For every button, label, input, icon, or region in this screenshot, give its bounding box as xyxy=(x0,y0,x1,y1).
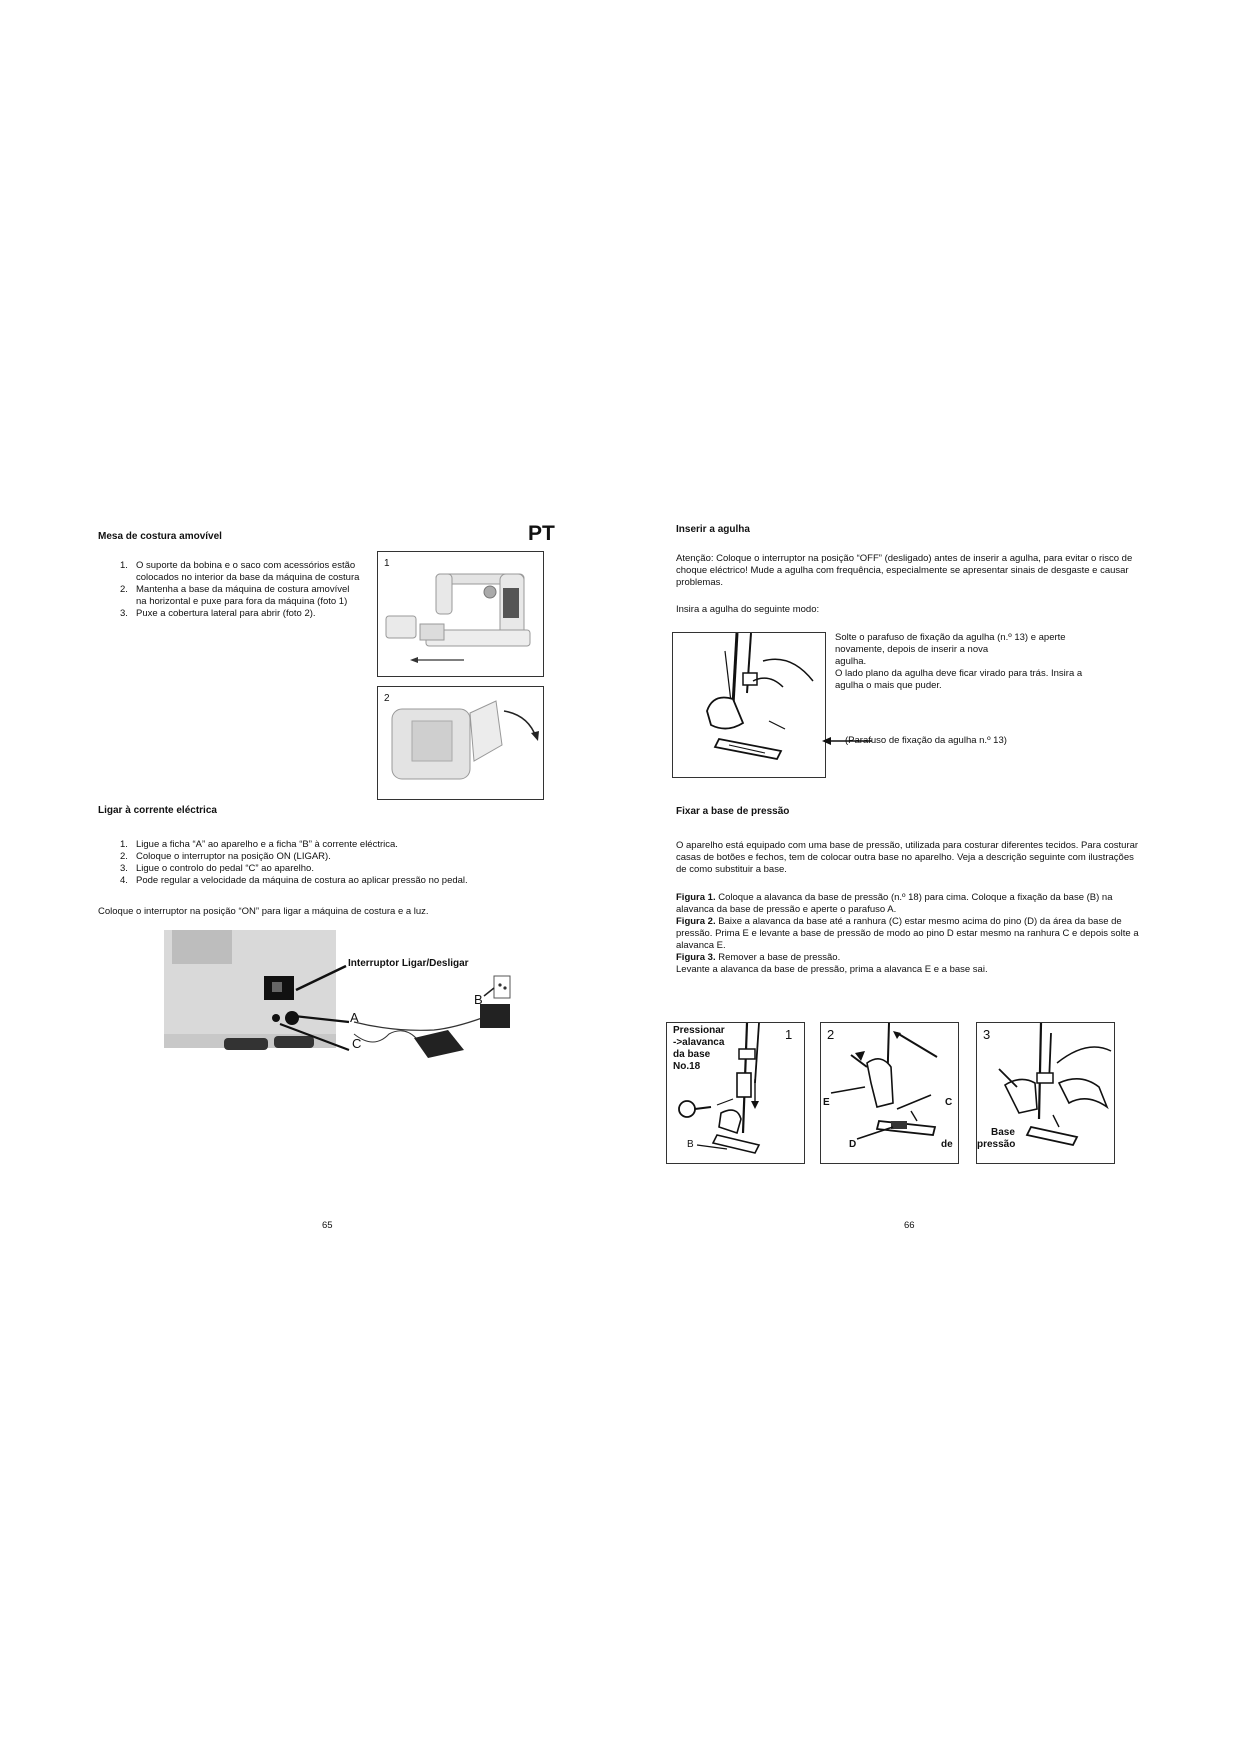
needle-illustration xyxy=(673,633,825,777)
plug-label-a: A xyxy=(350,1010,359,1025)
page-number: 66 xyxy=(904,1220,915,1231)
needle-warning: Atenção: Coloque o interruptor na posição “OFF” (desligado) antes de inserir a agulha, para evitar o risco de choque eléctrico! Mude a agulha com frequência, especialmente se apresentar sinais de desgaste e causar problemas. xyxy=(676,553,1133,588)
sewing-machine-illustration xyxy=(378,552,543,676)
presser-foot-panel-3 xyxy=(976,1022,1115,1164)
presser-foot-panel-1 xyxy=(666,1022,805,1164)
list-item: 2. Coloque o interruptor na posição ON (LIGAR). xyxy=(120,851,331,862)
label-b: B xyxy=(687,1139,694,1150)
pedal-label-c: C xyxy=(352,1036,362,1051)
needle-instructions xyxy=(835,632,1145,692)
section-title-removable-table: Mesa de costura amovível xyxy=(98,531,222,542)
label-e: E xyxy=(823,1097,830,1108)
panel-number: 3 xyxy=(983,1027,991,1042)
removable-table-steps xyxy=(120,560,360,620)
list-item: 1. Ligue a ficha “A” ao aparelho e a ficha “B” à corrente eléctrica. xyxy=(120,839,398,850)
instruction-line: Solte o parafuso de fixação da agulha (n.º 13) e aperte xyxy=(835,632,1066,643)
section-title-presser-foot: Fixar a base de pressão xyxy=(676,806,790,817)
panel-2-illustration xyxy=(821,1023,958,1163)
screw-caption: (Parafuso de fixação da agulha n.º 13) xyxy=(845,735,1007,746)
side-cover-illustration xyxy=(378,687,543,799)
presser-foot-panel-2 xyxy=(820,1022,959,1164)
plug-label-b: B xyxy=(474,992,483,1007)
photo-number: 1 xyxy=(384,558,390,569)
instruction-line: novamente, depois de inserir a nova xyxy=(835,644,989,655)
figure-3-description: Figura 3. Remover a base de pressão. xyxy=(676,952,841,963)
presser-base-caption-left: de xyxy=(941,1139,956,1150)
language-badge: PT xyxy=(528,522,555,545)
power-steps xyxy=(120,839,540,887)
list-item: 3. Puxe a cobertura lateral para abrir (foto 2). xyxy=(120,608,316,619)
section-title-power: Ligar à corrente eléctrica xyxy=(98,805,217,816)
panel-number: 2 xyxy=(827,1027,835,1042)
power-note: Coloque o interruptor na posição “ON” para ligar a máquina de costura e a luz. xyxy=(98,906,429,917)
list-item: 4. Pode regular a velocidade da máquina de costura ao aplicar pressão no pedal. xyxy=(120,875,468,886)
photo-1-sewing-machine xyxy=(377,551,544,677)
figure-2-description: Figura 2. Baixe a alavanca da base até a ranhura (C) estar mesmo acima do pino (D) da área da base de pressão. Prima E e levante a base de pressão de modo ao pino D estar mesmo na ranhura C e depois solte a alavanca E. xyxy=(676,916,1139,951)
label-d: D xyxy=(849,1139,857,1150)
figure-descriptions xyxy=(676,892,1146,976)
instruction-line: agulha o mais que puder. xyxy=(835,680,942,691)
list-item: 2. Mantenha a base da máquina de costura amovível na horizontal e puxe para fora da máquina (foto 1) xyxy=(120,584,350,607)
presser-base-caption-right: pressão xyxy=(977,1139,1016,1150)
needle-intro: Insira a agulha do seguinte modo: xyxy=(676,604,820,615)
list-item: 1. O suporte da bobina e o saco com acessórios estão colocados no interior da base da máquina de costura xyxy=(120,560,360,583)
press-lever-caption: Pressionar ->alavanca da base No.18 xyxy=(673,1025,725,1072)
needle-figure xyxy=(672,632,826,778)
switch-label: Interruptor Ligar/Desligar xyxy=(348,958,469,969)
figure-3-extra: Levante a alavanca da base de pressão, prima a alavanca E e a base sai. xyxy=(676,964,988,975)
presser-base-caption: Base xyxy=(991,1127,1015,1138)
page-number: 65 xyxy=(322,1220,333,1231)
power-connection-illustration xyxy=(164,930,524,1068)
instruction-line: agulha. xyxy=(835,656,867,667)
instruction-line: O lado plano da agulha deve ficar virado para trás. Insira a xyxy=(835,668,1083,679)
list-item: 3. Ligue o controlo do pedal “C” ao aparelho. xyxy=(120,863,314,874)
power-connection-figure xyxy=(164,930,524,1068)
panel-number: 1 xyxy=(785,1027,793,1042)
figure-1-description: Figura 1. Coloque a alavanca da base de pressão (n.º 18) para cima. Coloque a fixação da base (B) na alavanca da base de pressão e aperte o parafuso A. xyxy=(676,892,1113,915)
section-title-insert-needle: Inserir a agulha xyxy=(676,524,750,535)
presser-foot-intro: O aparelho está equipado com uma base de pressão, utilizada para costurar diferentes tecidos. Para costurar casas de botões e fechos, tem de colocar outra base no aparelho. Veja a descrição seguinte com ilustrações de como substituir a base. xyxy=(676,840,1139,875)
photo-number: 2 xyxy=(384,693,390,704)
label-c: C xyxy=(945,1097,953,1108)
photo-2-side-cover xyxy=(377,686,544,800)
